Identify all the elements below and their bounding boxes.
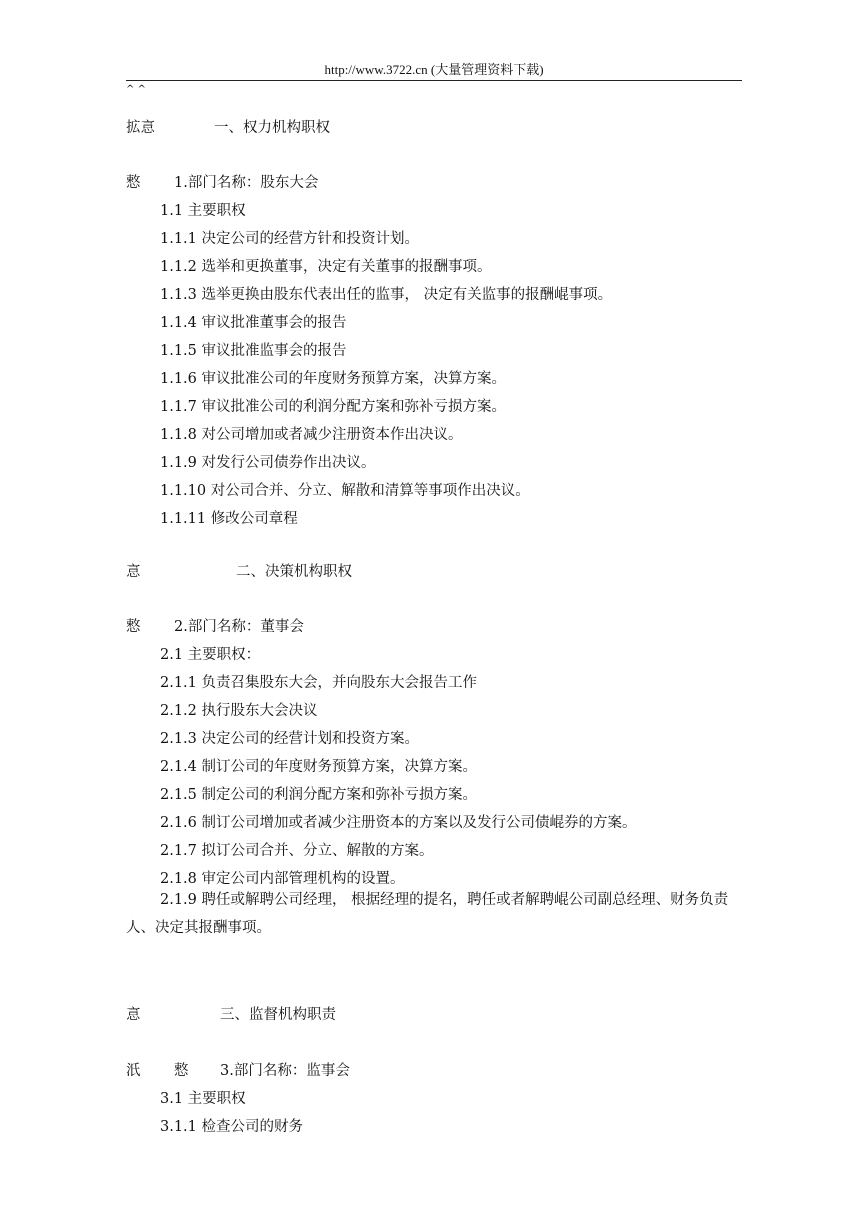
list-item: 3.1 主要职权 [160, 1091, 246, 1107]
page-header: http://www.3722.cn (大量管理资料下载) [324, 62, 544, 77]
list-item: 1.1.10 对公司合并、分立、解散和清算等事项作出决议。 [160, 483, 530, 499]
section-heading [126, 118, 330, 138]
list-item: 1.1.9 对发行公司债券作出决议。 [160, 455, 376, 471]
department-heading [126, 173, 318, 193]
list-item: 2.1.6 制订公司增加或者减少注册资本的方案以及发行公司债崐券的方案。 [160, 815, 637, 831]
list-item: 1.1.1 决定公司的经营方针和投资计划。 [160, 231, 420, 247]
department-heading [126, 617, 304, 637]
department-title: 2.部门名称：董事会 [174, 619, 304, 635]
section-prefix: 拡悥 [126, 120, 155, 136]
section-title: 三、监督机构职责 [220, 1007, 336, 1023]
section-title: 二、决策机构职权 [236, 564, 352, 580]
list-item: 1.1.3 选举更换由股东代表出任的监事， 决定有关监事的报酬崐事项。 [160, 287, 613, 303]
list-item: 3.1.1 检查公司的财务 [160, 1119, 304, 1135]
list-item: 1.1.6 审议批准公司的年度财务预算方案，决算方案。 [160, 371, 507, 387]
list-item: 1.1.11 修改公司章程 [160, 511, 298, 527]
department-title: 3.部门名称：监事会 [220, 1063, 350, 1079]
list-item: 1.1.4 审议批准董事会的报告 [160, 315, 347, 331]
section-prefix: 悥 [126, 1007, 141, 1023]
list-item: 1.1.7 审议批准公司的利润分配方案和弥补亏损方案。 [160, 399, 507, 415]
header-marks: ^ ^ [126, 84, 146, 95]
department-prefix: 慗 [126, 175, 141, 191]
department-heading [126, 1061, 350, 1081]
list-item: 2.1.4 制订公司的年度财务预算方案，决算方案。 [160, 759, 478, 775]
list-item: 1.1.5 审议批准监事会的报告 [160, 343, 347, 359]
section-title: 一、权力机构职权 [214, 120, 330, 136]
department-title: 1.部门名称：股东大会 [174, 175, 319, 191]
list-item: 2.1.7 拟订公司合并、分立、解散的方案。 [160, 843, 434, 859]
section-heading [126, 562, 352, 582]
paragraph-2-1-9: 2.1.9 聘任或解聘公司经理， 根据经理的提名，聘任或者解聘崐公司副总经理、财务负责人、决定其报酬事项。 [126, 892, 729, 936]
list-item: 1.1.8 对公司增加或者减少注册资本作出决议。 [160, 427, 463, 443]
header-rule [126, 80, 742, 81]
list-item: 1.1.2 选举和更换董事，决定有关董事的报酬事项。 [160, 259, 492, 275]
list-item: 2.1 主要职权： [160, 647, 261, 663]
department-prefix: 慗 [126, 619, 141, 635]
list-item: 2.1.5 制定公司的利润分配方案和弥补亏损方案。 [160, 787, 478, 803]
section-heading [126, 1005, 336, 1025]
section-prefix: 悥 [126, 564, 141, 580]
department-prefix: 慗 [174, 1063, 189, 1079]
department-prefix: 汦 [126, 1063, 141, 1079]
list-item: 1.1 主要职权 [160, 203, 246, 219]
list-item: 2.1.2 执行股东大会决议 [160, 703, 318, 719]
list-item: 2.1.3 决定公司的经营计划和投资方案。 [160, 731, 420, 747]
list-item: 2.1.1 负责召集股东大会，并向股东大会报告工作 [160, 675, 478, 691]
list-item: 2.1.8 审定公司内部管理机构的设置。 [160, 871, 405, 887]
